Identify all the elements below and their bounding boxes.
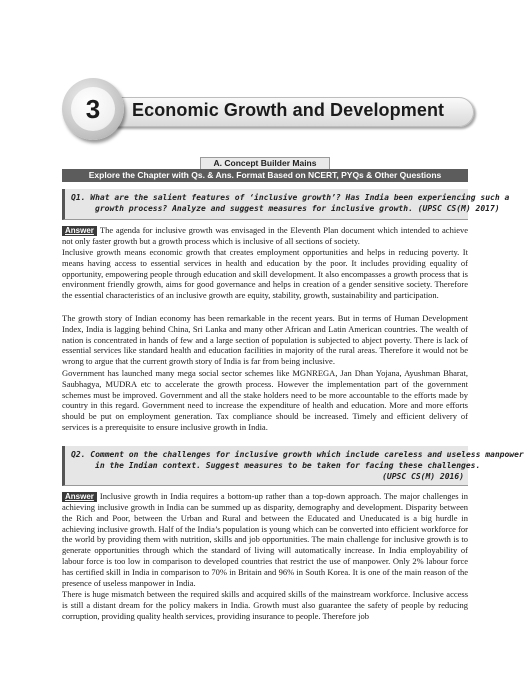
answer-label: Answer [62, 226, 97, 236]
answer-label-2: Answer [62, 492, 97, 502]
question-1-line-1: Q1. What are the salient features of ‘inclusive growth’? Has India been experiencing such a [71, 193, 510, 202]
chapter-number-badge [62, 78, 124, 140]
question-2-line-2: in the Indian context. Suggest measures to be taken for facing these challenges. [95, 461, 481, 470]
section-label: A. Concept Builder Mains [200, 157, 330, 169]
answer-1-paragraph-3: The growth story of Indian economy has been remarkable in the recent years. But in terms of Human Development Index, India is lagging behind China, Sri Lanka and many other African and Latin American countries. The wealth of nation is concentrated in hands of few and a large section of population is subjected to abject poverty. There is lack of essential services like standard health and education facilities in majority of the rural areas. Therefore it would not be wrong to argue that the current growth story of India is far from being inclusive. [62, 313, 468, 367]
question-2-line-3: (UPSC CS(M) 2016) [382, 472, 464, 481]
answer-1-paragraph-2: Inclusive growth means economic growth that creates employment opportunities and helps in reducing poverty. It means having access to essential services in health and education by the poor. It includes providing equality of opportunity, empowering people through education and skill development. It also encompasses a growth process that is environment friendly growth, aims for good governance and helps in creation of a gender sensitive society. Therefore the essential characteristics of an inclusive growth are equity, stability, growth, sustainability and participation. [62, 247, 468, 301]
chapter-header [62, 78, 478, 150]
answer-1-paragraph-1 [62, 225, 468, 247]
question-1-line-2: growth process? Analyze and suggest measures for inclusive growth. (UPSC CS(M) 2017) [95, 204, 500, 213]
question-2 [62, 446, 524, 486]
question-1 [62, 189, 510, 220]
answer-1-paragraph-4: Government has launched many mega social sector schemes like MGNREGA, Jan Dhan Yojana, Ayushman Bharat, Saubhagya, MUDRA etc to accelerate the growth process. However the implementation part of the government schemes must be improved. Government and all the stake holders need to be more accountable to the efforts made by country in this regard. Government need to increase the expenditure of health and education. More and more efforts should be put on employment generation. Tax compliance should be increased. Timely and efficient delivery of services is a prerequisite to ensure inclusive growth in India. [62, 368, 468, 432]
answer-1-text-1: The agenda for inclusive growth was envisaged in the Eleventh Plan document which intended to achieve not only faster growth but a growth process which is inclusive of all sections of society. [62, 225, 468, 246]
answer-2-text-1: Inclusive growth in India requires a bottom-up rather than a top-down approach. The major challenges in achieving inclusive growth in India can be summed up as disparity, demography and development. Disparity between the Rich and Poor, between the Urban and Rural and between the Educated and Uneducated is a big hurdle in achieving inclusive growth. Half of the India’s population is young which can be converted into efficient workforce for the world by providing them with nutrition, skills and job opportunities. The main challenge for inclusive growth is to generate opportunities through which the standard of living will automatically increase. In India employability of labour force is too low in comparison to developed countries that restrict the use of manpower. Only 2% labour force has certified skill in India in comparison to 70% in Britain and 96% in South Korea. It is one of the main reason of the presence of useless manpower in India. [62, 491, 468, 588]
answer-2-paragraph-2: There is huge mismatch between the required skills and acquired skills of the mainstream workforce. Inclusive access is still a distant dream for the policy makers in India. Growth must also guarantee the safety of people by reducing corruption, providing quality health services, providing insurance to people. Therefore job [62, 589, 468, 621]
chapter-number: 3 [71, 87, 115, 131]
chapter-title: Economic Growth and Development [132, 100, 445, 120]
section-banner: Explore the Chapter with Qs. & Ans. Format Based on NCERT, PYQs & Other Questions [62, 169, 468, 182]
question-2-line-1: Q2. Comment on the challenges for inclusive growth which include careless and useless manpower [71, 450, 524, 459]
answer-2-paragraph-1 [62, 491, 468, 588]
